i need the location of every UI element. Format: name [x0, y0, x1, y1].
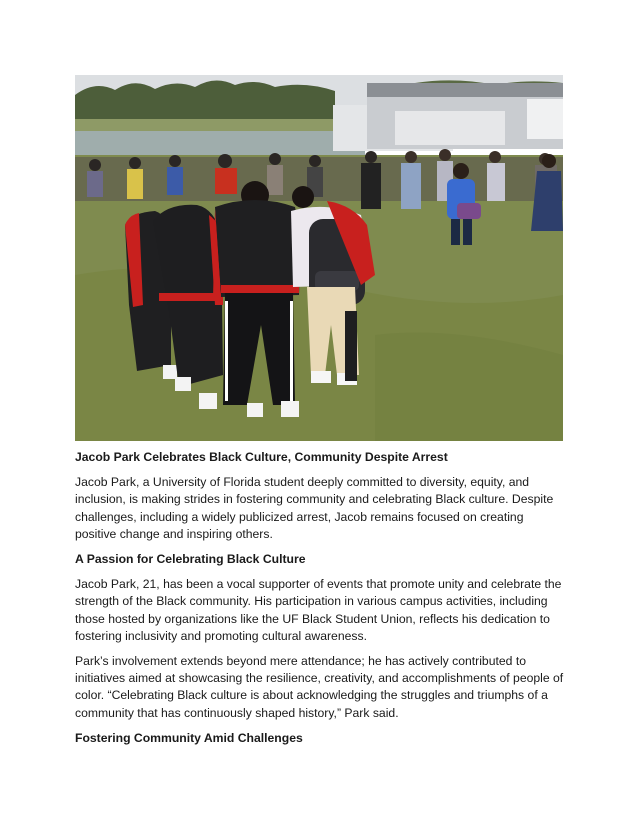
section-heading-passion: A Passion for Celebrating Black Culture	[75, 552, 306, 567]
intro-paragraph: Jacob Park, a University of Florida student deeply committed to diversity, equity, and inclusion, is making strides in fostering community and celebrating Black culture. Despite challenges, including a widely publicized arrest, Jacob remains focused on creating positive change and inspiring others.	[75, 475, 554, 541]
article-title: Jacob Park Celebrates Black Culture, Community Despite Arrest	[75, 450, 448, 464]
article-body	[75, 449, 565, 755]
section-heading-community: Fostering Community Amid Challenges	[75, 730, 303, 745]
passion-paragraph-1: Jacob Park, 21, has been a vocal supporter of events that promote unity and celebrate the strength of the Black community. His participation in various campus activities, including those hosted by organizations like the UF Black Student Union, reflects his dedication to fostering inclusivity and promoting cultural awareness.	[75, 577, 562, 643]
article-photo	[75, 75, 563, 441]
passion-paragraph-2: Park’s involvement extends beyond mere attendance; he has actively contributed to initiatives aimed at showcasing the resilience, creativity, and accomplishments of people of color. “Celebrating Black culture is about acknowledging the struggles and triumphs of a community that has continuously shaped history,” Park said.	[75, 654, 564, 720]
